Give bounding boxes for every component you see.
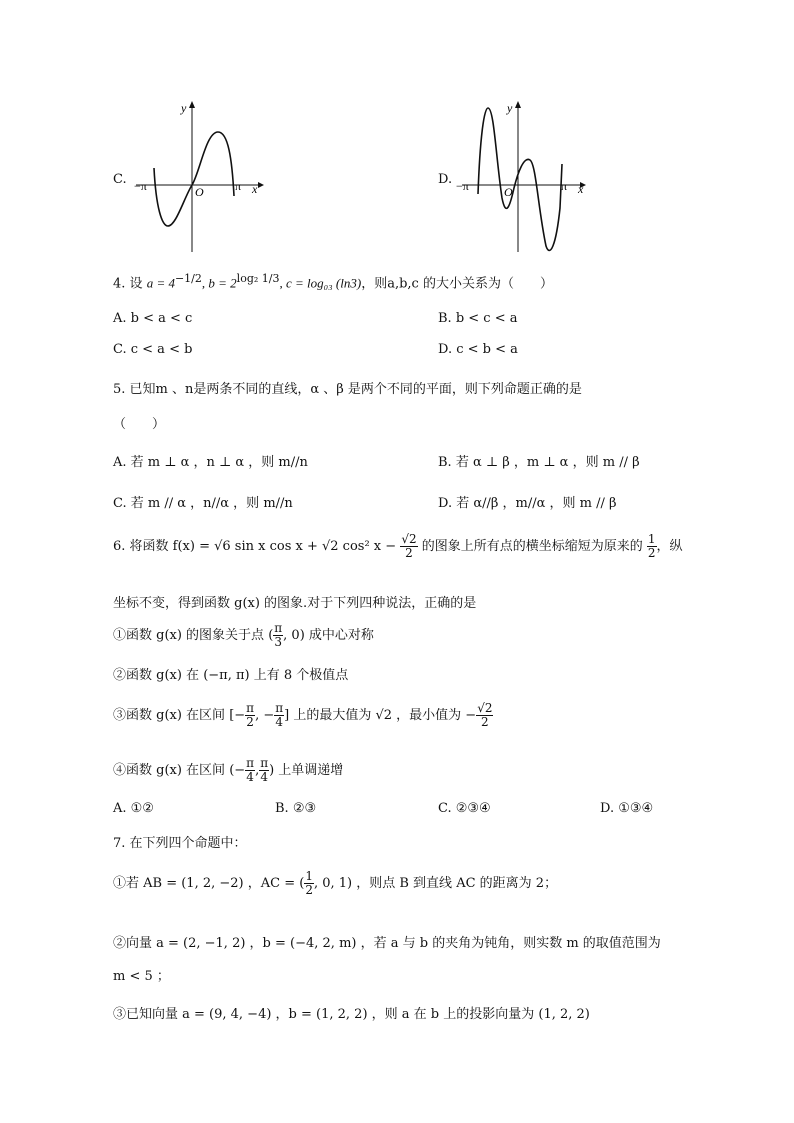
fraction: $\frac{1}{2}$: [305, 869, 313, 897]
q5-option-b: B. 若 α ⊥ β ，m ⊥ α ，则 m // β: [438, 455, 640, 470]
neg-pi-label: −π: [456, 179, 469, 193]
axis-y-label: y: [507, 101, 513, 115]
fraction: $\frac{\pi}{3}$: [274, 621, 283, 649]
q6-statement-3: ③函数 g(x) 在区间 [− $\frac{\pi}{2}$ , − $\frac{\pi}{4}$ ] 上的最大值为 √2 ，最小值为 − $\frac{√2}{2}$: [113, 701, 493, 729]
q6-option-d: D. ①③④: [600, 801, 654, 816]
pi-label: π: [235, 179, 242, 193]
q4-a-exp: −1/2: [174, 272, 202, 285]
fraction: $\frac{1}{2}$: [647, 532, 656, 560]
q4-stem: [113, 272, 553, 291]
q6-statement-2: ②函数 g(x) 在 (−π, π) 上有 8 个极值点: [113, 668, 349, 683]
q4-prefix: 4. 设: [113, 276, 143, 292]
q6-stem-line2: 坐标不变，得到函数 g(x) 的图象.对于下列四种说法，正确的是: [113, 596, 477, 611]
q5-option-c: C. 若 m // α ，n//α ，则 m//n: [113, 496, 293, 511]
q5-option-a: A. 若 m ⊥ α ，n ⊥ α ，则 m//n: [113, 455, 308, 470]
q4-suffix: ，则a,b,c 的大小关系为（ ）: [361, 276, 553, 292]
q7-stem: 7. 在下列四个命题中：: [113, 836, 247, 851]
q5-option-d: D. 若 α//β ，m//α ，则 m // β: [438, 496, 617, 511]
graph-d: [456, 98, 596, 254]
q4-b-expr: , b = 2: [201, 275, 237, 291]
option-c-label: C.: [113, 172, 127, 187]
origin-label: O: [504, 185, 513, 199]
pi-label: π: [561, 179, 568, 193]
q4-b-exp: log₂ 1/3: [236, 272, 280, 285]
q6-statement-4: ④函数 g(x) 在区间 (− $\frac{\pi}{4}$ , $\frac{\pi}{4}$ ) 上单调递增: [113, 756, 344, 784]
q7-proposition-3: ③已知向量 a = (9, 4, −4) ，b = (1, 2, 2) ，则 a 在 b 上的投影向量为 (1, 2, 2): [113, 1007, 590, 1022]
q4-option-a: A. b < a < c: [113, 311, 193, 326]
q6-statement-1: ①函数 g(x) 的图象关于点 ( $\frac{\pi}{3}$ , 0) 成中心对称: [113, 621, 374, 649]
fraction: $\frac{\pi}{2}$: [246, 701, 255, 729]
fraction: $\frac{\pi}{4}$: [275, 701, 284, 729]
q6-option-a: A. ①②: [113, 801, 154, 816]
q4-option-d: D. c < b < a: [438, 342, 518, 357]
q6-option-c: C. ②③④: [438, 801, 491, 816]
fraction: $\frac{√2}{2}$: [401, 532, 417, 560]
neg-pi-label: −π: [134, 179, 147, 193]
fraction: $\frac{\pi}{4}$: [246, 756, 255, 784]
axis-y-label: y: [181, 101, 187, 115]
q4-option-b: B. b < c < a: [438, 311, 518, 326]
fraction: $\frac{\pi}{4}$: [260, 756, 269, 784]
q7-proposition-2-cont: m < 5 ；: [113, 969, 170, 984]
q6-stem-line1: 6. 将函数 f(x) = √6 sin x cos x + √2 cos² x − $\frac{√2}{2}$ 的图象上所有点的横坐标缩短为原来的 $\frac{1}{2}$ ，纵: [113, 532, 683, 560]
q4-c-expr: , c = log₀₃ (ln3): [279, 275, 362, 291]
axis-x-label: x: [578, 182, 584, 196]
q5-stem: 5. 已知m 、n是两条不同的直线，α 、β 是两个不同的平面，则下列命题正确的是: [113, 382, 582, 397]
q7-proposition-2: ②向量 a = (2, −1, 2) ，b = (−4, 2, m) ，若 a 与 b 的夹角为钝角，则实数 m 的取值范围为: [113, 936, 661, 951]
q4-a-expr: a = 4: [146, 275, 175, 291]
q4-option-c: C. c < a < b: [113, 342, 193, 357]
q7-proposition-1: ①若 AB = (1, 2, −2) ，AC = ( $\frac{1}{2}$ , 0, 1) ，则点 B 到直线 AC 的距离为 2；: [113, 869, 558, 897]
origin-label: O: [195, 185, 204, 199]
axis-x-label: x: [252, 182, 258, 196]
q5-answer-paren: （ ）: [113, 417, 166, 432]
fraction: $\frac{√2}{2}$: [477, 701, 493, 729]
option-d-label: D.: [438, 172, 453, 187]
q6-option-b: B. ②③: [275, 801, 317, 816]
graph-c: [128, 98, 268, 254]
